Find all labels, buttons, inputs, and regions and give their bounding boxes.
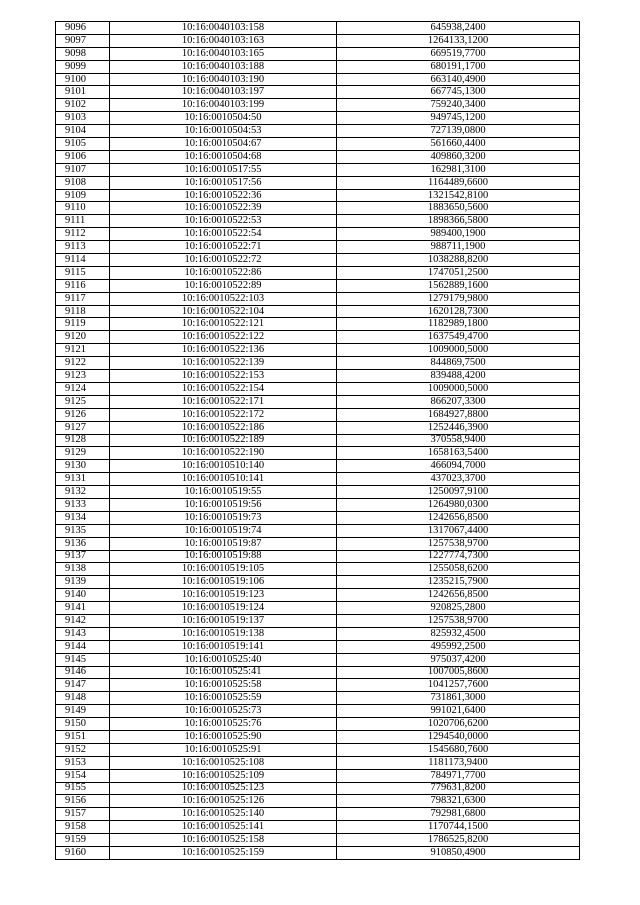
cadastral-number-cell: 10:16:0010504:67 (110, 138, 337, 151)
cadastral-value-cell: 989400,1900 (337, 228, 580, 241)
table-row (56, 640, 580, 653)
cadastral-value-cell: 1009000,5000 (337, 344, 580, 357)
cadastral-value-cell: 1294540,0000 (337, 730, 580, 743)
cadastral-value-cell: 949745,1200 (337, 112, 580, 125)
cadastral-value-cell: 1747051,2500 (337, 266, 580, 279)
row-number-cell: 9097 (56, 34, 110, 47)
table-row (56, 138, 580, 151)
row-number-cell: 9106 (56, 150, 110, 163)
row-number-cell: 9136 (56, 537, 110, 550)
table-row (56, 782, 580, 795)
cadastral-number-cell: 10:16:0010522:190 (110, 447, 337, 460)
cadastral-number-cell: 10:16:0010519:87 (110, 537, 337, 550)
table-row (56, 821, 580, 834)
cadastral-value-cell: 866207,3300 (337, 395, 580, 408)
cadastral-value-cell: 1898366,5800 (337, 215, 580, 228)
cadastral-number-cell: 10:16:0010519:73 (110, 511, 337, 524)
row-number-cell: 9159 (56, 834, 110, 847)
cadastral-value-cell: 792981,6800 (337, 808, 580, 821)
cadastral-value-cell: 1257538,9700 (337, 614, 580, 627)
table-row (56, 743, 580, 756)
cadastral-number-cell: 10:16:0010517:56 (110, 176, 337, 189)
cadastral-number-cell: 10:16:0010525:90 (110, 730, 337, 743)
row-number-cell: 9143 (56, 627, 110, 640)
cadastral-number-cell: 10:16:0010517:55 (110, 163, 337, 176)
cadastral-number-cell: 10:16:0010522:153 (110, 370, 337, 383)
cadastral-number-cell: 10:16:0010519:137 (110, 614, 337, 627)
cadastral-value-cell: 920825,2800 (337, 602, 580, 615)
cadastral-number-cell: 10:16:0010522:104 (110, 305, 337, 318)
cadastral-number-cell: 10:16:0010519:106 (110, 576, 337, 589)
row-number-cell: 9126 (56, 408, 110, 421)
cadastral-number-cell: 10:16:0010525:59 (110, 692, 337, 705)
cadastral-value-cell: 680191,1700 (337, 60, 580, 73)
table-row (56, 614, 580, 627)
cadastral-value-cell: 1252446,3900 (337, 421, 580, 434)
table-row (56, 22, 580, 35)
cadastral-value-cell: 1545680,7600 (337, 743, 580, 756)
cadastral-number-cell: 10:16:0010504:68 (110, 150, 337, 163)
row-number-cell: 9156 (56, 795, 110, 808)
row-number-cell: 9110 (56, 202, 110, 215)
row-number-cell: 9157 (56, 808, 110, 821)
cadastral-number-cell: 10:16:0010522:121 (110, 318, 337, 331)
row-number-cell: 9114 (56, 254, 110, 267)
table-row (56, 382, 580, 395)
cadastral-value-cell: 1620128,7300 (337, 305, 580, 318)
cadastral-value-cell: 1637549,4700 (337, 331, 580, 344)
cadastral-number-cell: 10:16:0010522:172 (110, 408, 337, 421)
row-number-cell: 9104 (56, 125, 110, 138)
cadastral-value-cell: 839488,4200 (337, 370, 580, 383)
table-row (56, 241, 580, 254)
table-row (56, 125, 580, 138)
row-number-cell: 9119 (56, 318, 110, 331)
cadastral-value-cell: 667745,1300 (337, 86, 580, 99)
table-row (56, 34, 580, 47)
cadastral-number-cell: 10:16:0040103:197 (110, 86, 337, 99)
cadastral-number-cell: 10:16:0010525:58 (110, 679, 337, 692)
row-number-cell: 9137 (56, 550, 110, 563)
table-row (56, 576, 580, 589)
cadastral-number-cell: 10:16:0010525:126 (110, 795, 337, 808)
cadastral-value-cell: 1279179,9800 (337, 292, 580, 305)
row-number-cell: 9128 (56, 434, 110, 447)
cadastral-value-cell: 798321,6300 (337, 795, 580, 808)
row-number-cell: 9096 (56, 22, 110, 35)
cadastral-number-cell: 10:16:0010519:141 (110, 640, 337, 653)
cadastral-value-cell: 1264980,0300 (337, 498, 580, 511)
row-number-cell: 9105 (56, 138, 110, 151)
cadastral-value-cell: 1009000,5000 (337, 382, 580, 395)
table-row (56, 112, 580, 125)
row-number-cell: 9120 (56, 331, 110, 344)
cadastral-value-cell: 1250097,9100 (337, 486, 580, 499)
table-row (56, 756, 580, 769)
cadastral-value-cell: 1020706,6200 (337, 718, 580, 731)
cadastral-number-cell: 10:16:0010522:189 (110, 434, 337, 447)
row-number-cell: 9123 (56, 370, 110, 383)
table-row (56, 460, 580, 473)
table-row (56, 550, 580, 563)
row-number-cell: 9103 (56, 112, 110, 125)
cadastral-value-cell: 437023,3700 (337, 473, 580, 486)
cadastral-number-cell: 10:16:0010525:41 (110, 666, 337, 679)
table-row (56, 370, 580, 383)
cadastral-number-cell: 10:16:0010522:53 (110, 215, 337, 228)
table-row (56, 254, 580, 267)
table-row (56, 473, 580, 486)
cadastral-number-cell: 10:16:0010522:103 (110, 292, 337, 305)
table-row (56, 357, 580, 370)
table-row (56, 730, 580, 743)
cadastral-number-cell: 10:16:0010522:171 (110, 395, 337, 408)
cadastral-number-cell: 10:16:0010522:139 (110, 357, 337, 370)
cadastral-value-cell: 1883650,5600 (337, 202, 580, 215)
table-row (56, 344, 580, 357)
cadastral-value-cell: 1235215,7900 (337, 576, 580, 589)
row-number-cell: 9142 (56, 614, 110, 627)
row-number-cell: 9151 (56, 730, 110, 743)
row-number-cell: 9131 (56, 473, 110, 486)
cadastral-value-cell: 844869,7500 (337, 357, 580, 370)
cadastral-number-cell: 10:16:0010504:53 (110, 125, 337, 138)
table-row (56, 692, 580, 705)
cadastral-value-cell: 727139,0800 (337, 125, 580, 138)
cadastral-number-cell: 10:16:0010522:86 (110, 266, 337, 279)
table-row (56, 202, 580, 215)
table-row (56, 602, 580, 615)
cadastral-value-cell: 370558,9400 (337, 434, 580, 447)
cadastral-number-cell: 10:16:0010510:141 (110, 473, 337, 486)
row-number-cell: 9133 (56, 498, 110, 511)
cadastral-value-cell: 1041257,7600 (337, 679, 580, 692)
row-number-cell: 9138 (56, 563, 110, 576)
row-number-cell: 9118 (56, 305, 110, 318)
cadastral-value-cell: 1684927,8800 (337, 408, 580, 421)
table-row (56, 99, 580, 112)
row-number-cell: 9108 (56, 176, 110, 189)
cadastral-number-cell: 10:16:0010525:76 (110, 718, 337, 731)
row-number-cell: 9135 (56, 524, 110, 537)
cadastral-value-cell: 669519,7700 (337, 47, 580, 60)
table-row (56, 447, 580, 460)
cadastral-value-cell: 1182989,1800 (337, 318, 580, 331)
row-number-cell: 9107 (56, 163, 110, 176)
row-number-cell: 9153 (56, 756, 110, 769)
cadastral-value-cell: 825932,4500 (337, 627, 580, 640)
cadastral-number-cell: 10:16:0010525:109 (110, 769, 337, 782)
cadastral-value-cell: 759240,3400 (337, 99, 580, 112)
cadastral-number-cell: 10:16:0010519:105 (110, 563, 337, 576)
cadastral-value-cell: 1181173,9400 (337, 756, 580, 769)
row-number-cell: 9127 (56, 421, 110, 434)
cadastral-value-cell: 1562889,1600 (337, 279, 580, 292)
row-number-cell: 9112 (56, 228, 110, 241)
table-row (56, 47, 580, 60)
cadastral-value-cell: 1257538,9700 (337, 537, 580, 550)
row-number-cell: 9102 (56, 99, 110, 112)
cadastral-number-cell: 10:16:0040103:158 (110, 22, 337, 35)
row-number-cell: 9144 (56, 640, 110, 653)
row-number-cell: 9116 (56, 279, 110, 292)
row-number-cell: 9147 (56, 679, 110, 692)
table-row (56, 679, 580, 692)
table-row (56, 627, 580, 640)
row-number-cell: 9134 (56, 511, 110, 524)
table-row (56, 189, 580, 202)
cadastral-number-cell: 10:16:0010525:158 (110, 834, 337, 847)
table-row (56, 150, 580, 163)
cadastral-value-cell: 1242656,8500 (337, 589, 580, 602)
row-number-cell: 9100 (56, 73, 110, 86)
cadastral-number-cell: 10:16:0010519:123 (110, 589, 337, 602)
row-number-cell: 9122 (56, 357, 110, 370)
row-number-cell: 9124 (56, 382, 110, 395)
row-number-cell: 9099 (56, 60, 110, 73)
cadastral-value-cell: 561660,4400 (337, 138, 580, 151)
table-row (56, 498, 580, 511)
table-row (56, 60, 580, 73)
cadastral-number-cell: 10:16:0040103:163 (110, 34, 337, 47)
table-row (56, 834, 580, 847)
table-row (56, 292, 580, 305)
cadastral-value-cell: 1321542,8100 (337, 189, 580, 202)
cadastral-number-cell: 10:16:0010522:136 (110, 344, 337, 357)
table-row (56, 73, 580, 86)
row-number-cell: 9141 (56, 602, 110, 615)
cadastral-value-cell: 495992,2500 (337, 640, 580, 653)
cadastral-value-cell: 1164489,6600 (337, 176, 580, 189)
table-row (56, 589, 580, 602)
row-number-cell: 9115 (56, 266, 110, 279)
row-number-cell: 9150 (56, 718, 110, 731)
table-row (56, 847, 580, 860)
row-number-cell: 9125 (56, 395, 110, 408)
cadastral-number-cell: 10:16:0010522:154 (110, 382, 337, 395)
row-number-cell: 9129 (56, 447, 110, 460)
table-row (56, 537, 580, 550)
cadastral-number-cell: 10:16:0010522:54 (110, 228, 337, 241)
table-body (56, 22, 580, 860)
cadastral-value-cell: 731861,3000 (337, 692, 580, 705)
cadastral-number-cell: 10:16:0010519:88 (110, 550, 337, 563)
table-row (56, 395, 580, 408)
table-row (56, 331, 580, 344)
cadastral-number-cell: 10:16:0010525:73 (110, 705, 337, 718)
cadastral-number-cell: 10:16:0010522:186 (110, 421, 337, 434)
table-row (56, 563, 580, 576)
cadastral-value-cell: 663140,4900 (337, 73, 580, 86)
table-row (56, 666, 580, 679)
row-number-cell: 9111 (56, 215, 110, 228)
cadastral-number-cell: 10:16:0010525:91 (110, 743, 337, 756)
cadastral-value-cell: 1227774,7300 (337, 550, 580, 563)
cadastral-number-cell: 10:16:0010525:108 (110, 756, 337, 769)
table-row (56, 718, 580, 731)
row-number-cell: 9158 (56, 821, 110, 834)
row-number-cell: 9145 (56, 653, 110, 666)
cadastral-value-cell: 1786525,8200 (337, 834, 580, 847)
cadastral-number-cell: 10:16:0040103:188 (110, 60, 337, 73)
cadastral-value-cell: 1255058,6200 (337, 563, 580, 576)
row-number-cell: 9152 (56, 743, 110, 756)
cadastral-number-cell: 10:16:0010519:55 (110, 486, 337, 499)
table-row (56, 215, 580, 228)
cadastral-number-cell: 10:16:0010522:89 (110, 279, 337, 292)
cadastral-value-cell: 1264133,1200 (337, 34, 580, 47)
cadastral-number-cell: 10:16:0010525:159 (110, 847, 337, 860)
cadastral-number-cell: 10:16:0010519:124 (110, 602, 337, 615)
cadastral-number-cell: 10:16:0010522:36 (110, 189, 337, 202)
cadastral-number-cell: 10:16:0010522:122 (110, 331, 337, 344)
table-row (56, 279, 580, 292)
row-number-cell: 9117 (56, 292, 110, 305)
cadastral-number-cell: 10:16:0010504:50 (110, 112, 337, 125)
cadastral-number-cell: 10:16:0010519:138 (110, 627, 337, 640)
row-number-cell: 9121 (56, 344, 110, 357)
table-row (56, 511, 580, 524)
table-row (56, 266, 580, 279)
cadastral-number-cell: 10:16:0010525:140 (110, 808, 337, 821)
row-number-cell: 9098 (56, 47, 110, 60)
cadastral-value-cell: 1658163,5400 (337, 447, 580, 460)
cadastral-value-cell: 1007005,8600 (337, 666, 580, 679)
row-number-cell: 9146 (56, 666, 110, 679)
cadastral-number-cell: 10:16:0010522:39 (110, 202, 337, 215)
table-row (56, 769, 580, 782)
table-row (56, 86, 580, 99)
cadastral-number-cell: 10:16:0010519:74 (110, 524, 337, 537)
cadastral-value-cell: 910850,4900 (337, 847, 580, 860)
cadastral-number-cell: 10:16:0010522:71 (110, 241, 337, 254)
table-row (56, 486, 580, 499)
cadastral-value-cell: 784971,7700 (337, 769, 580, 782)
cadastral-value-cell: 1242656,8500 (337, 511, 580, 524)
table-row (56, 421, 580, 434)
row-number-cell: 9140 (56, 589, 110, 602)
cadastral-value-cell: 1170744,1500 (337, 821, 580, 834)
cadastral-value-cell: 988711,1900 (337, 241, 580, 254)
cadastral-value-cell: 409860,3200 (337, 150, 580, 163)
cadastral-number-cell: 10:16:0040103:199 (110, 99, 337, 112)
cadastral-value-cell: 991021,6400 (337, 705, 580, 718)
cadastral-number-cell: 10:16:0010525:141 (110, 821, 337, 834)
cadastral-value-cell: 162981,3100 (337, 163, 580, 176)
cadastral-value-cell: 1317067,4400 (337, 524, 580, 537)
table-row (56, 305, 580, 318)
table-row (56, 795, 580, 808)
table-row (56, 163, 580, 176)
row-number-cell: 9113 (56, 241, 110, 254)
table-row (56, 434, 580, 447)
table-row (56, 318, 580, 331)
row-number-cell: 9155 (56, 782, 110, 795)
row-number-cell: 9154 (56, 769, 110, 782)
table-row (56, 524, 580, 537)
table-row (56, 653, 580, 666)
cadastral-number-cell: 10:16:0040103:190 (110, 73, 337, 86)
cadastral-number-cell: 10:16:0040103:165 (110, 47, 337, 60)
table-row (56, 808, 580, 821)
cadastral-number-cell: 10:16:0010522:72 (110, 254, 337, 267)
row-number-cell: 9149 (56, 705, 110, 718)
row-number-cell: 9109 (56, 189, 110, 202)
cadastral-number-cell: 10:16:0010519:56 (110, 498, 337, 511)
cadastral-value-cell: 975037,4200 (337, 653, 580, 666)
cadastral-value-table (55, 21, 580, 860)
row-number-cell: 9101 (56, 86, 110, 99)
table-row (56, 176, 580, 189)
row-number-cell: 9148 (56, 692, 110, 705)
cadastral-number-cell: 10:16:0010525:40 (110, 653, 337, 666)
table-row (56, 705, 580, 718)
table-row (56, 408, 580, 421)
cadastral-number-cell: 10:16:0010525:123 (110, 782, 337, 795)
row-number-cell: 9130 (56, 460, 110, 473)
row-number-cell: 9160 (56, 847, 110, 860)
cadastral-value-cell: 466094,7000 (337, 460, 580, 473)
row-number-cell: 9132 (56, 486, 110, 499)
cadastral-number-cell: 10:16:0010510:140 (110, 460, 337, 473)
cadastral-value-cell: 1038288,8200 (337, 254, 580, 267)
cadastral-value-cell: 779631,8200 (337, 782, 580, 795)
cadastral-value-cell: 645938,2400 (337, 22, 580, 35)
row-number-cell: 9139 (56, 576, 110, 589)
table-row (56, 228, 580, 241)
